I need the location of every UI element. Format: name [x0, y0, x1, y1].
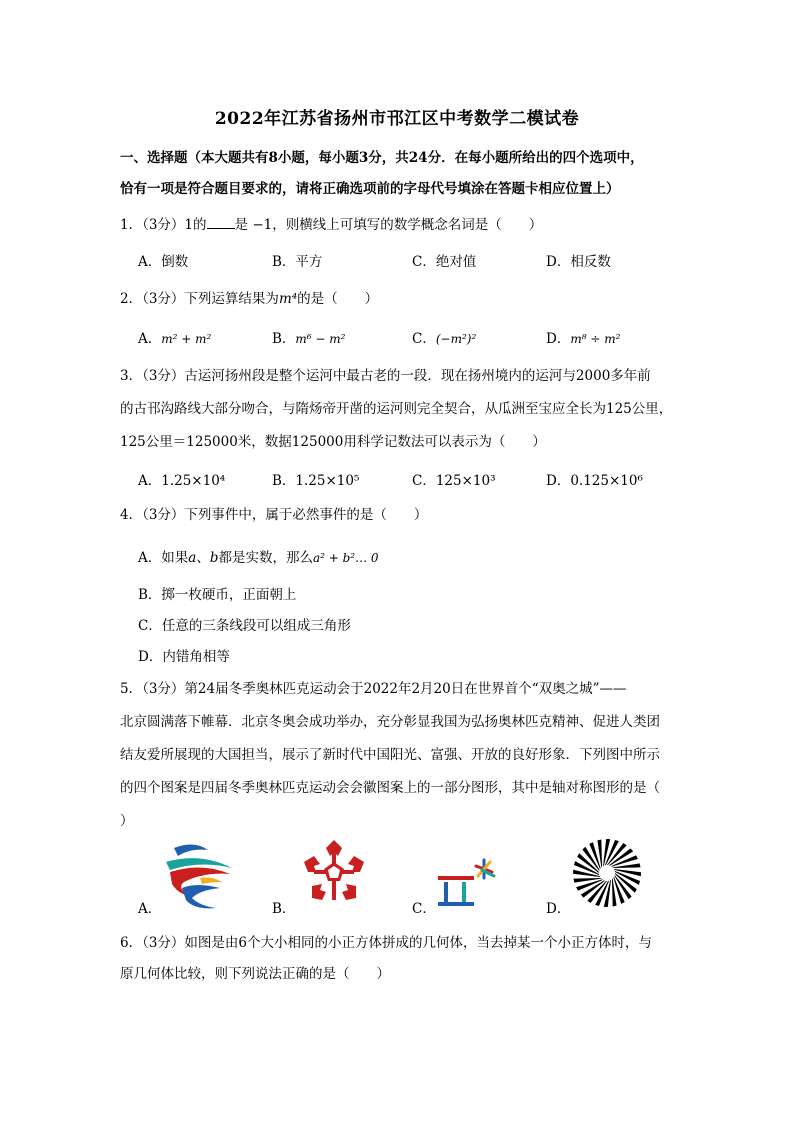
- q2-option-d: D．m⁸ ÷ m²: [546, 331, 621, 347]
- q5-label-d: D．: [546, 901, 571, 917]
- q5-line4: 的四个图案是四届冬季奥林匹克运动会会徽图案上的一部分图形，其中是轴对称图形的是（: [120, 780, 660, 796]
- q1-blank: [207, 216, 235, 229]
- page-title: 2022年江苏省扬州市邗江区中考数学二模试卷: [214, 109, 580, 129]
- section-heading-line1: 一、选择题（本大题共有8小题，每小题3分，共24分．在每小题所给出的四个选项中，: [120, 150, 644, 166]
- q2-option-b: B．m⁶ − m²: [272, 331, 346, 347]
- q3-line2: 的古邗沟路线大部分吻合，与隋炀帝开凿的运河则完全契合，从瓜洲至宝应全长为125公里，: [120, 401, 673, 417]
- q1-option-d: D．相反数: [546, 254, 611, 270]
- q3-option-d: D．0.125×10⁶: [546, 473, 643, 489]
- q2-stem: 2．（3分）下列运算结果为m⁴的是（ ）: [120, 291, 379, 307]
- q4-option-a: A．如果a、b都是实数，那么a² + b²… 0: [138, 550, 379, 566]
- q5-line3: 结友爱所展现的大国担当，展示了新时代中国阳光、富强、开放的良好形象．下列图中所示: [120, 747, 660, 763]
- q4-option-b: B．掷一枚硬币，正面朝上: [138, 587, 297, 603]
- emblem-d-image: [571, 837, 643, 909]
- q6-line1: 6．（3分）如图是由6个大小相同的小正方体拼成的几何体，当去掉某一个小正方体时，与: [120, 935, 653, 951]
- q5-label-c: C．: [412, 901, 436, 917]
- emblem-c-image: [436, 856, 500, 910]
- emblem-b-image: [298, 836, 370, 908]
- q4-option-c: C．任意的三条线段可以组成三角形: [138, 618, 351, 634]
- q3-option-c: C．125×10³: [412, 473, 496, 489]
- q6-line2: 原几何体比较，则下列说法正确的是（ ）: [120, 966, 390, 982]
- q3-line1: 3．（3分）古运河扬州段是整个运河中最古老的一段．现在扬州境内的运河与2000多年前: [120, 368, 651, 384]
- q1-option-c: C．绝对值: [412, 254, 477, 270]
- q1-option-b: B．平方: [272, 254, 323, 270]
- q2-option-c: C．(−m²)²: [412, 331, 477, 347]
- q3-option-b: B．1.25×10⁵: [272, 473, 360, 489]
- q4-option-d: D．内错角相等: [138, 649, 230, 665]
- q3-option-a: A．1.25×10⁴: [138, 473, 226, 489]
- q1-stem: 1．（3分）1的 是 −1，则横线上可填写的数学概念名词是（ ）: [120, 217, 543, 233]
- q4-stem: 4．（3分）下列事件中，属于必然事件的是（ ）: [120, 507, 428, 523]
- q2-option-a: A．m² + m²: [138, 331, 212, 347]
- q1-option-a: A．倒数: [138, 254, 189, 270]
- q5-line1: 5．（3分）第24届冬季奥林匹克运动会于2022年2月20日在世界首个“双奥之城”——: [120, 681, 627, 697]
- emblem-a-image: [160, 838, 236, 912]
- q5-label-a: A．: [138, 901, 162, 917]
- q5-line2: 北京圆满落下帷幕．北京冬奥会成功举办，充分彰显我国为弘扬奥林匹克精神、促进人类团: [120, 714, 660, 730]
- section-heading-line2: 恰有一项是符合题目要求的，请将正确选项前的字母代号填涂在答题卡相应位置上）: [120, 181, 620, 197]
- q5-line5: ）: [120, 813, 134, 829]
- q5-label-b: B．: [272, 901, 296, 917]
- q3-line3: 125公里＝125000米，数据125000用科学记数法可以表示为（ ）: [120, 434, 546, 450]
